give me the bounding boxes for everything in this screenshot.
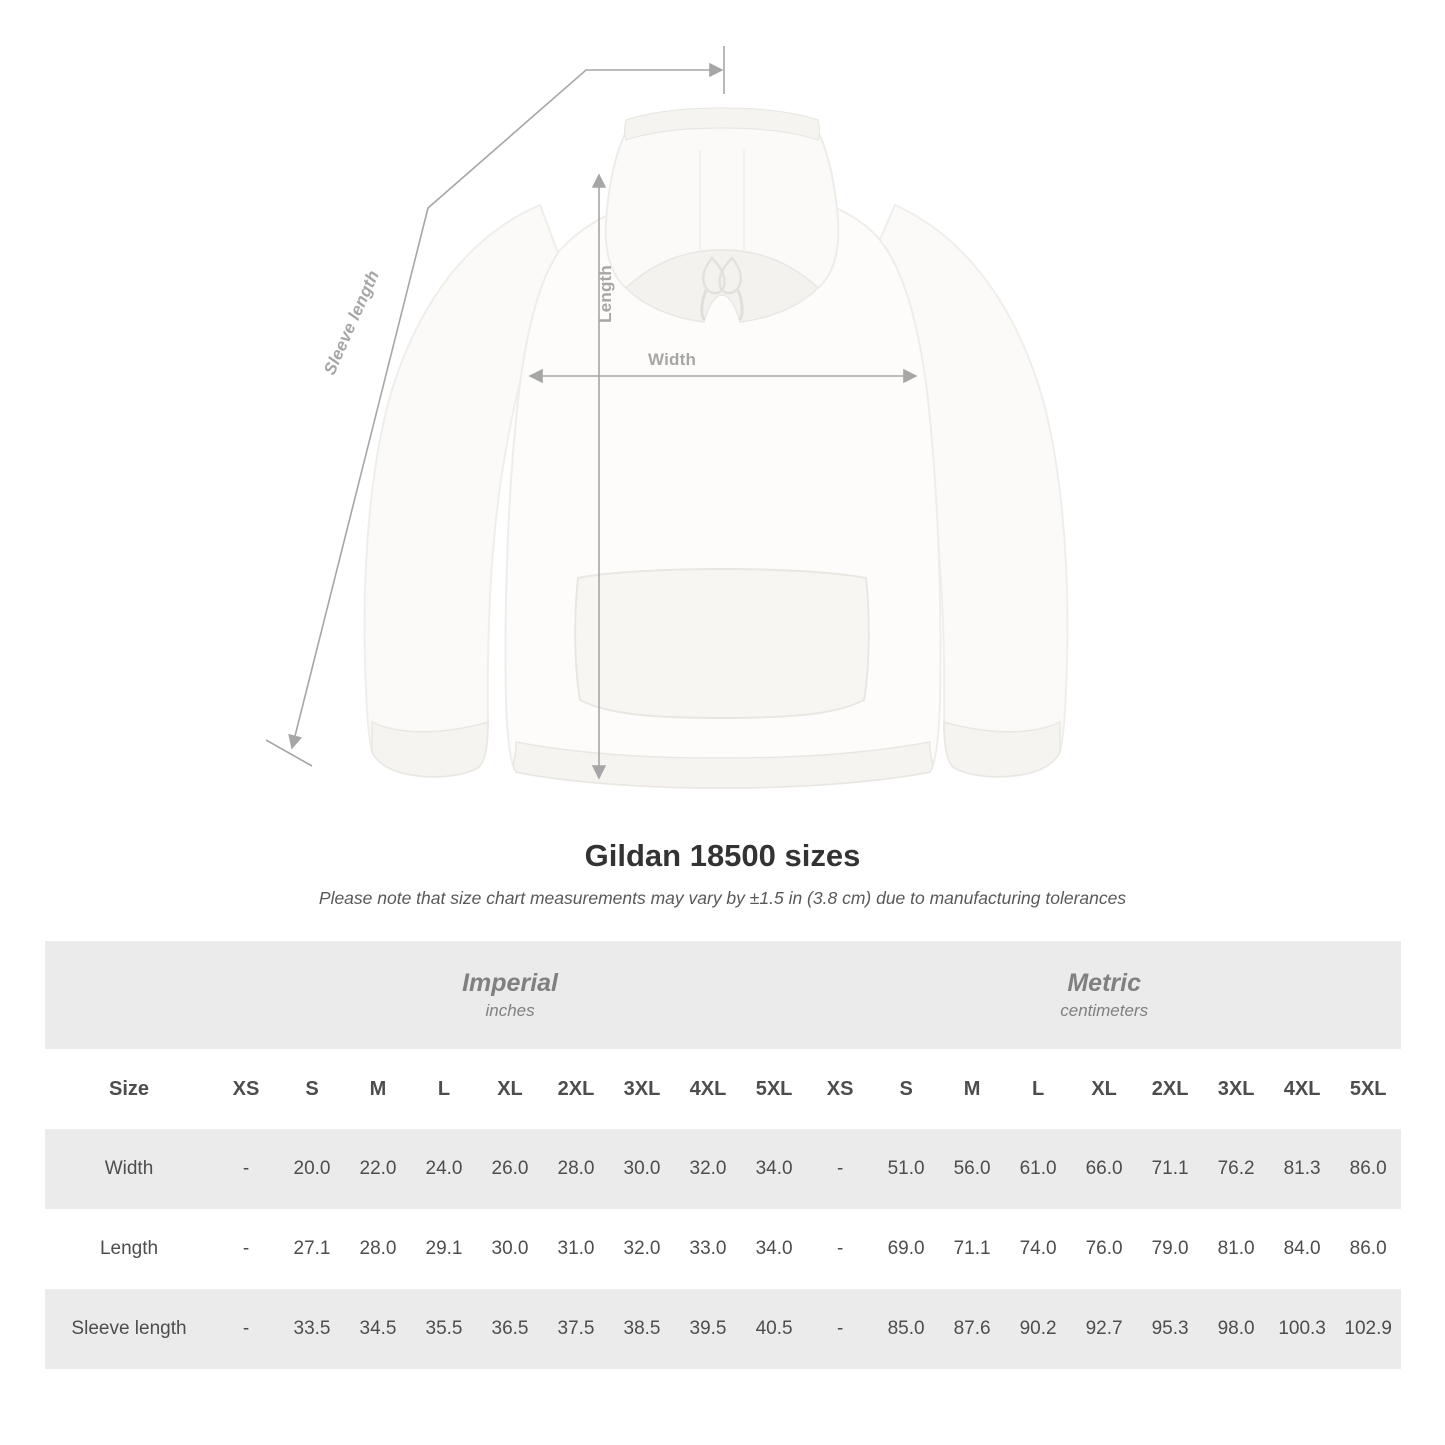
size-header-metric-xs: XS <box>807 1049 873 1129</box>
title-block <box>0 838 1445 909</box>
cell-length-imperial-m: 28.0 <box>345 1209 411 1289</box>
row-label-length: Length <box>45 1209 213 1289</box>
cell-width-metric-s: 51.0 <box>873 1129 939 1209</box>
unit-header-spacer <box>45 941 213 1049</box>
page-title: Gildan 18500 sizes <box>584 838 861 873</box>
cell-sleeve-metric-2xl: 95.3 <box>1137 1289 1203 1369</box>
size-header-imperial-xs: XS <box>213 1049 279 1129</box>
cell-width-imperial-2xl: 28.0 <box>543 1129 609 1209</box>
cell-length-metric-m: 71.1 <box>939 1209 1005 1289</box>
cell-width-imperial-4xl: 32.0 <box>675 1129 741 1209</box>
cell-length-metric-xl: 76.0 <box>1071 1209 1137 1289</box>
unit-header-row <box>45 941 1401 1049</box>
size-header-imperial-xl: XL <box>477 1049 543 1129</box>
cell-length-metric-xs: - <box>807 1209 873 1289</box>
size-header-metric-3xl: 3XL <box>1203 1049 1269 1129</box>
cell-width-imperial-s: 20.0 <box>279 1129 345 1209</box>
cell-sleeve-imperial-s: 33.5 <box>279 1289 345 1369</box>
metric-unit-sub: centimeters <box>1060 1001 1149 1021</box>
size-header-imperial-l: L <box>411 1049 477 1129</box>
size-header-metric-l: L <box>1005 1049 1071 1129</box>
cell-width-imperial-5xl: 34.0 <box>741 1129 807 1209</box>
hoodie-shape <box>364 108 1067 788</box>
cell-length-imperial-5xl: 34.0 <box>741 1209 807 1289</box>
cell-width-imperial-xs: - <box>213 1129 279 1209</box>
cell-sleeve-metric-xs: - <box>807 1289 873 1369</box>
size-header-imperial-3xl: 3XL <box>609 1049 675 1129</box>
width-dimension-label: Width <box>648 350 697 369</box>
cell-length-metric-4xl: 84.0 <box>1269 1209 1335 1289</box>
cell-sleeve-imperial-xs: - <box>213 1289 279 1369</box>
cell-sleeve-metric-xl: 92.7 <box>1071 1289 1137 1369</box>
cell-length-imperial-4xl: 33.0 <box>675 1209 741 1289</box>
cell-width-imperial-3xl: 30.0 <box>609 1129 675 1209</box>
size-header-metric-2xl: 2XL <box>1137 1049 1203 1129</box>
cell-length-imperial-3xl: 32.0 <box>609 1209 675 1289</box>
row-label-sleeve-length: Sleeve length <box>45 1289 213 1369</box>
cell-width-metric-xs: - <box>807 1129 873 1209</box>
size-header-imperial-4xl: 4XL <box>675 1049 741 1129</box>
cell-width-metric-l: 61.0 <box>1005 1129 1071 1209</box>
cell-length-metric-l: 74.0 <box>1005 1209 1071 1289</box>
cell-sleeve-metric-5xl: 102.9 <box>1335 1289 1401 1369</box>
length-dimension-label: Length <box>596 265 615 323</box>
cell-sleeve-imperial-m: 34.5 <box>345 1289 411 1369</box>
cell-width-metric-m: 56.0 <box>939 1129 1005 1209</box>
cell-sleeve-metric-s: 85.0 <box>873 1289 939 1369</box>
cell-length-imperial-xl: 30.0 <box>477 1209 543 1289</box>
table-row <box>45 1209 1401 1289</box>
cell-sleeve-imperial-2xl: 37.5 <box>543 1289 609 1369</box>
size-header-metric-m: M <box>939 1049 1005 1129</box>
sleeve-length-dimension-label: Sleeve length <box>320 267 383 378</box>
size-header-imperial-5xl: 5XL <box>741 1049 807 1129</box>
size-header-metric-xl: XL <box>1071 1049 1137 1129</box>
table-row <box>45 1289 1401 1369</box>
cell-sleeve-metric-m: 87.6 <box>939 1289 1005 1369</box>
cell-length-imperial-xs: - <box>213 1209 279 1289</box>
row-label-width: Width <box>45 1129 213 1209</box>
cell-length-imperial-2xl: 31.0 <box>543 1209 609 1289</box>
cell-length-metric-3xl: 81.0 <box>1203 1209 1269 1289</box>
cell-sleeve-metric-3xl: 98.0 <box>1203 1289 1269 1369</box>
metric-unit-name: Metric <box>1067 968 1141 997</box>
cell-width-imperial-l: 24.0 <box>411 1129 477 1209</box>
size-header-imperial-m: M <box>345 1049 411 1129</box>
cell-width-metric-3xl: 76.2 <box>1203 1129 1269 1209</box>
cell-sleeve-metric-l: 90.2 <box>1005 1289 1071 1369</box>
table-row <box>45 1129 1401 1209</box>
size-header-label: Size <box>45 1049 213 1129</box>
cell-width-metric-xl: 66.0 <box>1071 1129 1137 1209</box>
cell-width-metric-4xl: 81.3 <box>1269 1129 1335 1209</box>
cell-length-metric-5xl: 86.0 <box>1335 1209 1401 1289</box>
metric-unit-header <box>807 941 1401 1049</box>
cell-sleeve-metric-4xl: 100.3 <box>1269 1289 1335 1369</box>
size-header-imperial-2xl: 2XL <box>543 1049 609 1129</box>
cell-length-imperial-l: 29.1 <box>411 1209 477 1289</box>
imperial-unit-sub: inches <box>485 1001 535 1021</box>
cell-length-metric-2xl: 79.0 <box>1137 1209 1203 1289</box>
imperial-unit-name: Imperial <box>462 968 558 997</box>
cell-sleeve-imperial-5xl: 40.5 <box>741 1289 807 1369</box>
size-header-metric-5xl: 5XL <box>1335 1049 1401 1129</box>
cell-width-imperial-m: 22.0 <box>345 1129 411 1209</box>
cell-width-imperial-xl: 26.0 <box>477 1129 543 1209</box>
cell-sleeve-imperial-3xl: 38.5 <box>609 1289 675 1369</box>
size-header-row <box>45 1049 1401 1129</box>
cell-length-metric-s: 69.0 <box>873 1209 939 1289</box>
size-header-metric-s: S <box>873 1049 939 1129</box>
size-table-wrapper <box>45 941 1400 1369</box>
cell-width-metric-2xl: 71.1 <box>1137 1129 1203 1209</box>
size-header-imperial-s: S <box>279 1049 345 1129</box>
cell-sleeve-imperial-l: 35.5 <box>411 1289 477 1369</box>
cell-length-imperial-s: 27.1 <box>279 1209 345 1289</box>
size-header-metric-4xl: 4XL <box>1269 1049 1335 1129</box>
cell-sleeve-imperial-xl: 36.5 <box>477 1289 543 1369</box>
size-table <box>45 941 1401 1369</box>
cell-sleeve-imperial-4xl: 39.5 <box>675 1289 741 1369</box>
cell-width-metric-5xl: 86.0 <box>1335 1129 1401 1209</box>
tolerance-note: Please note that size chart measurements may vary by ±1.5 in (3.8 cm) due to manufacturing tolerances <box>318 888 1127 908</box>
imperial-unit-header <box>213 941 807 1049</box>
